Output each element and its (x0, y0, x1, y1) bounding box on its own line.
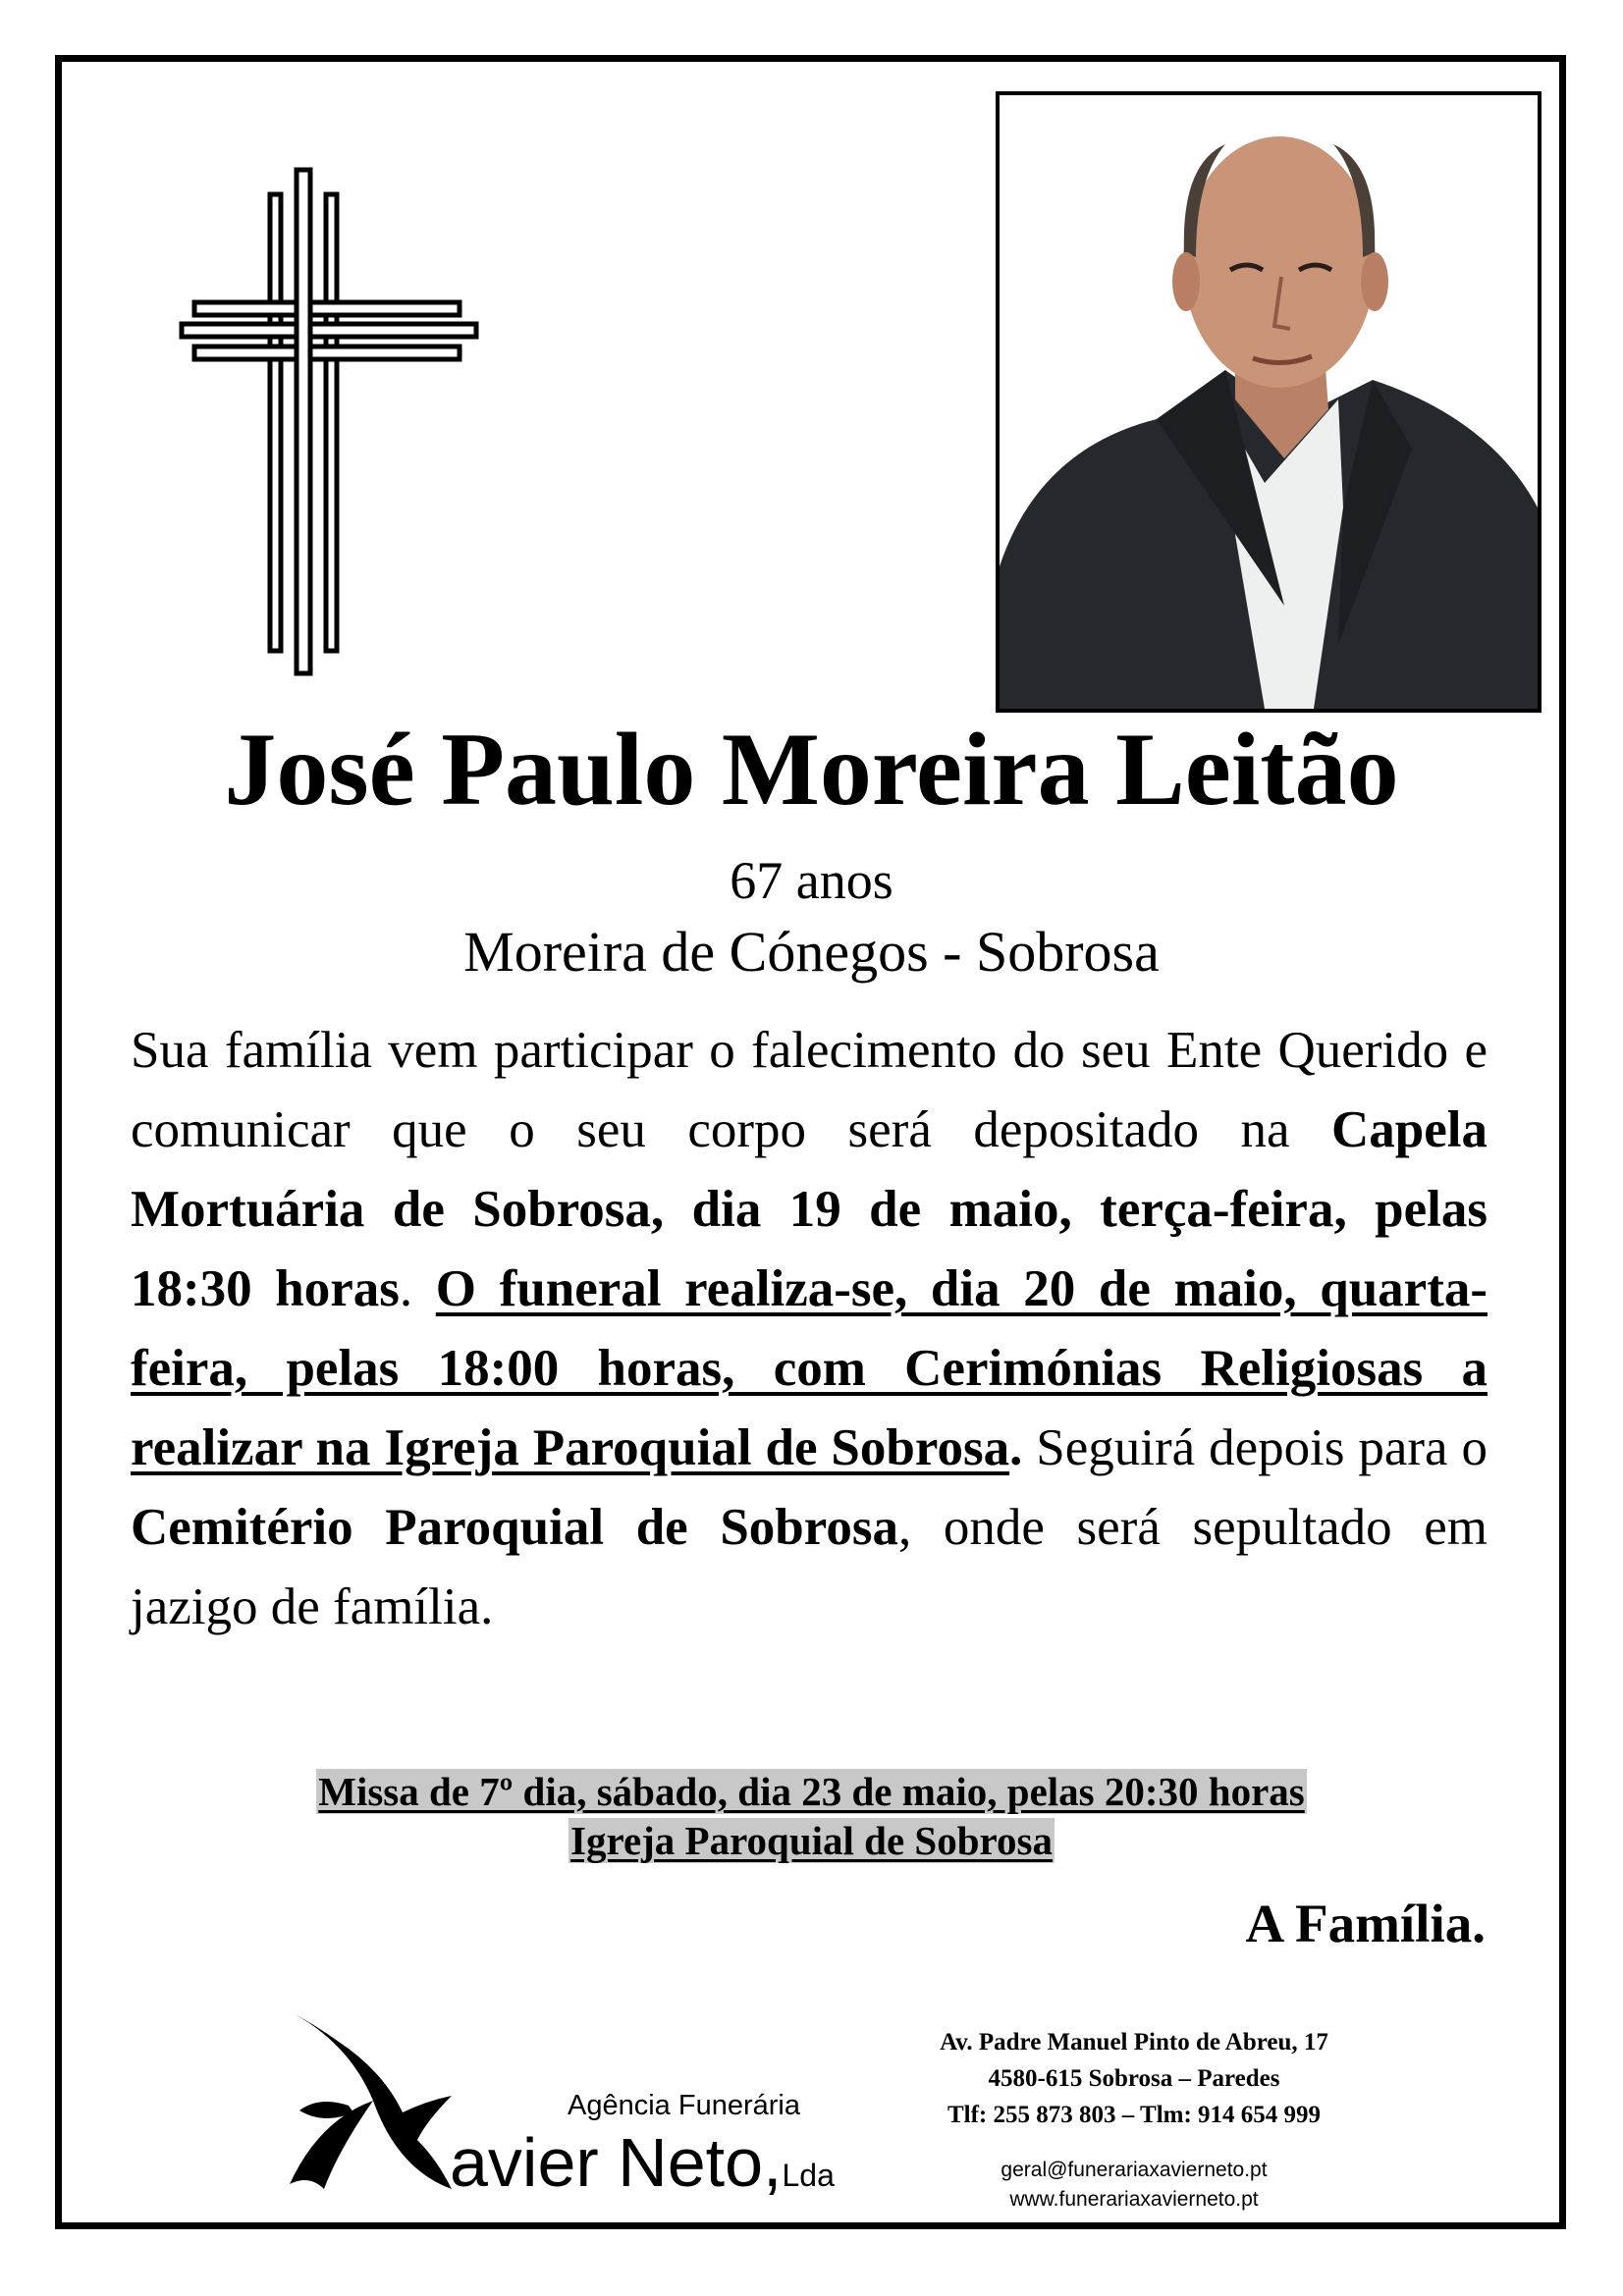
mass-info (0, 1767, 1623, 1865)
announcement-end: , onde será sepultado em jazigo de família. (131, 1499, 1488, 1635)
announcement-then: Seguirá depois para o (1022, 1419, 1488, 1476)
agency-website: www.funerariaxavierneto.pt (1009, 2188, 1259, 2211)
deceased-place: Moreira de Cónegos - Sobrosa (463, 920, 1160, 984)
agency-name (450, 2124, 835, 2201)
agency-logo (280, 2002, 457, 2194)
family-signature: A Família. (1245, 1894, 1486, 1953)
agency-contacts (889, 2024, 1380, 2133)
agency-phones: Tlf: 255 873 803 – Tlm: 914 654 999 (947, 2102, 1322, 2128)
agency-name-text: avier Neto, (450, 2124, 783, 2201)
agency-web (889, 2156, 1380, 2215)
agency-email: geral@funerariaxavierneto.pt (1001, 2159, 1268, 2181)
announcement-intro: Sua família vem participar o falecimento do seu Ente Querido e comunicar que o seu corpo será depositado na (131, 1022, 1488, 1158)
cross-icon (177, 165, 481, 680)
mass-line-1: Missa de 7º dia, sábado, dia 23 de maio, pelas 20:30 horas (318, 1769, 1305, 1814)
deceased-name: José Paulo Moreira Leitão (224, 712, 1399, 827)
funeral-period: . (1009, 1419, 1023, 1476)
funeral-info: O funeral realiza-se, dia 20 de maio, quarta-feira, pelas 18:00 horas, com Cerimónias Religiosas a realizar na Igreja Paroquial de Sobrosa (131, 1260, 1488, 1476)
announcement-text (131, 1011, 1488, 1647)
mass-line-2: Igreja Paroquial de Sobrosa (570, 1818, 1053, 1864)
agency-address-2: 4580-615 Sobrosa – Paredes (988, 2065, 1280, 2092)
deceased-age: 67 anos (730, 851, 893, 910)
agency-suffix: Lda (782, 2158, 835, 2193)
cemetery-info: Cemitério Paroquial de Sobrosa (131, 1499, 898, 1556)
announcement-sep: . (399, 1260, 436, 1317)
agency-label: Agência Funerária (568, 2090, 800, 2121)
agency-address-1: Av. Padre Manuel Pinto de Abreu, 17 (940, 2029, 1328, 2056)
chapel-info: Capela Mortuária de Sobrosa, dia 19 de maio, terça-feira, pelas 18:30 horas (131, 1101, 1488, 1317)
portrait-photo (996, 91, 1542, 713)
